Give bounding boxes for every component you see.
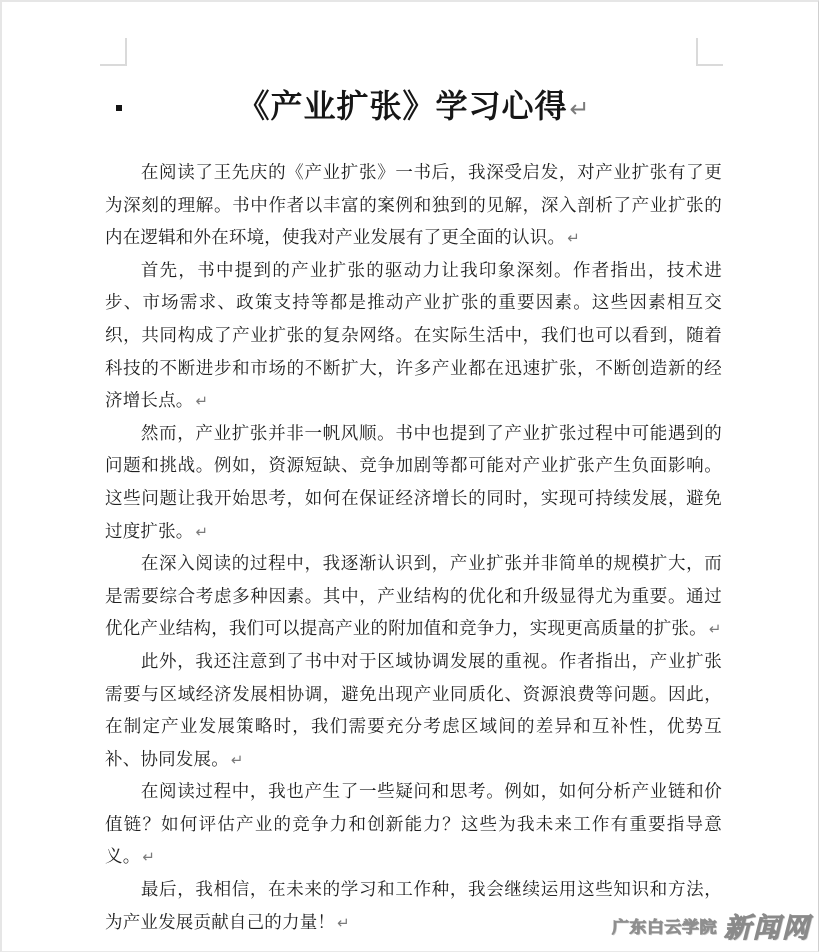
paragraph-mark-icon: ↵ bbox=[230, 750, 244, 769]
paragraph-text: 此外，我还注意到了书中对于区域协调发展的重视。作者指出，产业扩张需要与区域经济发展相协调，避免出现产业同质化、资源浪费等问题。因此，在制定产业发展策略时，我们需要充分考虑区域间的差异和互补性，优势互补、协同发展。 bbox=[105, 651, 722, 770]
paragraph bbox=[105, 548, 722, 646]
paragraph-mark-icon: ↵ bbox=[708, 620, 722, 639]
paragraph bbox=[105, 255, 722, 418]
paragraph-mark-icon: ↵ bbox=[195, 522, 209, 541]
paragraph-mark-icon: ↵ bbox=[569, 95, 590, 123]
paragraph-text: 在阅读过程中，我也产生了一些疑问和思考。例如，如何分析产业链和价值链？如何评估产业的竞争力和创新能力？这些为我未来工作有重要指导意义。 bbox=[105, 782, 722, 868]
paragraph-mark-icon: ↵ bbox=[337, 913, 350, 932]
paragraph bbox=[105, 418, 722, 548]
paragraph bbox=[105, 157, 722, 255]
paragraph-text: 在阅读了王先庆的《产业扩张》一书后，我深受启发，对产业扩张有了更为深刻的理解。书中作者以丰富的案例和独到的见解，深入剖析了产业扩张的内在逻辑和外在环境，使我对产业发展有了更全面的认识。 bbox=[105, 163, 722, 249]
paragraph-text: 首先，书中提到的产业扩张的驱动力让我印象深刻。作者指出，技术进步、市场需求、政策支持等都是推动产业扩张的重要因素。这些因素相互交织，共同构成了产业扩张的复杂网络。在实际生活中，我们也可以看到，随着科技的不断进步和市场的不断扩大，许多产业都在迅速扩张，不断创造新的经济增长点。 bbox=[105, 260, 722, 412]
paragraph bbox=[105, 776, 722, 874]
title-text: 《产业扩张》学习心得 bbox=[237, 87, 568, 125]
paragraph-text: 在深入阅读的过程中，我逐渐认识到，产业扩张并非简单的规模扩大，而是需要综合考虑多种因素。其中，产业结构的优化和升级显得尤为重要。通过优化产业结构，我们可以提高产业的附加值和竞争力，实现更高质量的扩张。 bbox=[105, 554, 722, 640]
paragraph-text: 最后，我相信，在未来的学习和工作种，我会继续运用这些知识和方法，为产业发展贡献自己的力量！ bbox=[105, 880, 722, 933]
watermark bbox=[612, 906, 811, 945]
paragraph-mark-icon: ↵ bbox=[142, 848, 156, 867]
paragraph-text: 然而，产业扩张并非一帆风顺。书中也提到了产业扩张过程中可能遇到的问题和挑战。例如，资源短缺、竞争加剧等都可能对产业扩张产生负面影响。这些问题让我开始思考，如何在保证经济增长的同时，实现可持续发展，避免过度扩张。 bbox=[105, 423, 722, 542]
watermark-section: 新闻网 bbox=[724, 913, 811, 944]
paragraph-mark-icon: ↵ bbox=[567, 229, 580, 248]
watermark-site-name: 广东白云学院 bbox=[612, 918, 717, 937]
paragraph-mark-icon: ↵ bbox=[195, 392, 209, 411]
document-body bbox=[105, 2, 722, 939]
paragraph-list bbox=[105, 157, 722, 939]
paragraph bbox=[105, 646, 722, 776]
document-title bbox=[105, 86, 722, 129]
